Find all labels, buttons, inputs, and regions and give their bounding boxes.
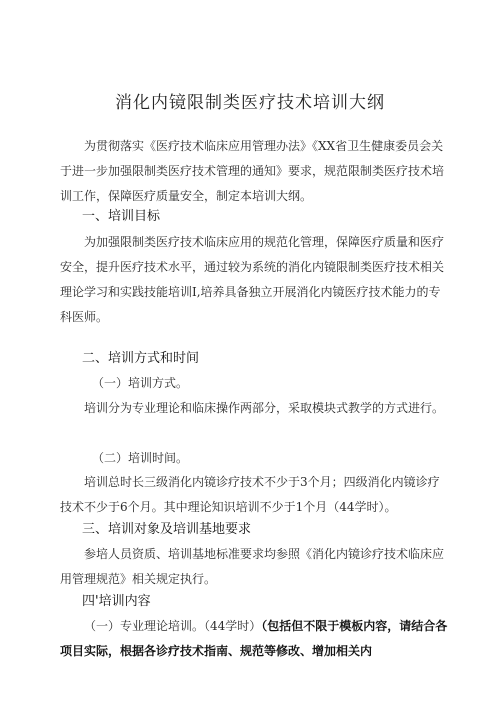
document-title: 消化内镜限制类医疗技术培训大纲 (115, 93, 385, 113)
section-heading-goals: 一、培训目标 (82, 209, 161, 224)
content-item-normal: （一）专业理论培训。（44学时） (84, 619, 262, 633)
section-heading-method-time: 二、培训方式和时间 (82, 351, 200, 366)
method-paragraph: 培训分为专业理论和临床操作两部分，采取模块式教学的方式进行。 (84, 401, 445, 415)
section-heading-participants: 三、培训对象及培训基地要求 (82, 522, 252, 537)
time-paragraph: 培训总时长三级消化内镜诊疗技术不少于3个月；四级消化内镜诊疗技术不少于6个月。其中理论知识培训不少于1个月（44学时）。 (60, 475, 440, 514)
intro-paragraph: 为贯彻落实《医疗技术临床应用管理办法》《XX省卫生健康委员会关于进一步加强限制类医疗技术管理的通知》要求，规范限制类医疗技术培训工作，保障医疗质量安全，制定本培训大纲。 (60, 139, 445, 203)
section-heading-content: 四'培训内容 (82, 594, 151, 609)
content-item-bold: （包括但不限于模板内容，请结合各项目实际，根据各诊疗技术指南、规范等修改、增加相关内 (60, 619, 448, 658)
goals-paragraph: 为加强限制类医疗技术临床应用的规范化管理，保障医疗质量和医疗安全，提升医疗技术水平，通过较为系统的消化内镜限制类医疗技术相关理论学习和实践技能培训I,培养具备独立开展消化内镜医疗技术能力的专科医师。 (60, 235, 445, 324)
participants-paragraph: 参培人员资质、培训基地标准要求均参照《消化内镜诊疗技术临床应用管理规范》相关规定执行。 (60, 547, 445, 586)
subheading-method: （一）培训方式。 (92, 376, 189, 390)
subheading-time: （二）培训时间。 (92, 451, 189, 465)
content-paragraph (60, 614, 450, 664)
